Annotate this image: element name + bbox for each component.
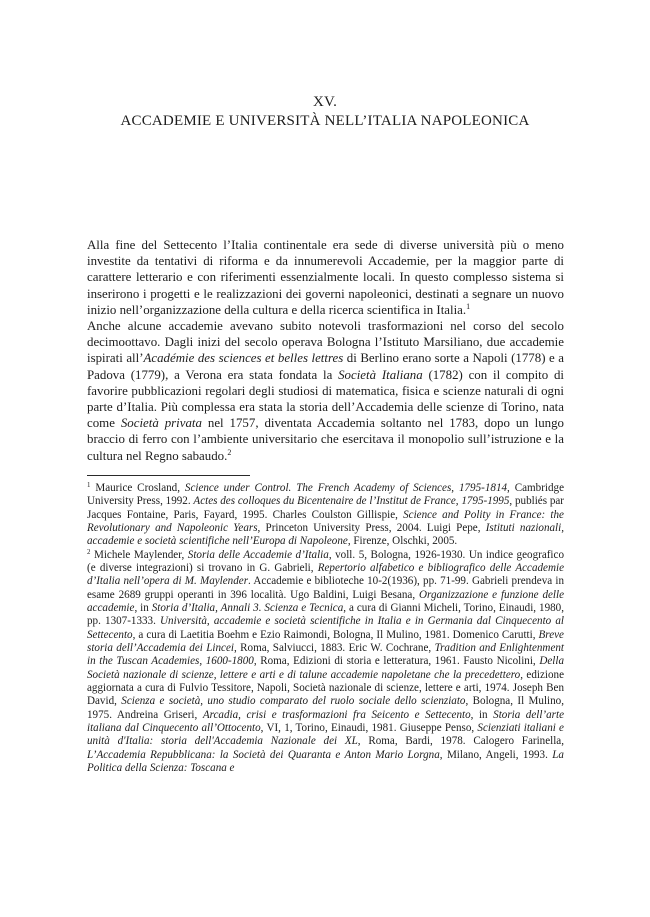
body-paragraph-2: Anche alcune accademie avevano subito notevoli trasformazioni nel corso del secolo decimoottavo. Dagli inizi del secolo operava Bologna l’Istituto Marsiliano, due accademie ispirati all’Académie des sciences et belles lettres di Berlino erano sorte a Napoli (1778) e a Padova (1779), a Verona era stata fondata la Società Italiana (1782) con il compito di favorire pubblicazioni regolari degli studiosi di matematica, fisica e scienze naturali di ogni parte d’Italia. Più complessa era stata la storia dell’Accademia delle scienze di Torino, nata come Società privata nel 1757, diventata Accademia soltanto nel 1783, dopo un lungo braccio di ferro con l’ambiente universitario che esercitava il monopolio sull’istruzione e la cultura nel Regno sabaudo.$^2$ [87,319,565,463]
footnote-1: $^1$ Maurice Crosland, Science under Control. The French Academy of Sciences, 1795-1814, Cambridge University Press, 1992. Actes des colloques du Bicentenaire de l’Institut de France, 1795-1995, publiés par Jacques Fontaine, Paris, Fayard, 1995. Charles Coulston Gillispie, Science and Polity in France: the Revolutionary and Napoleonic Years, Princeton University Press, 2004. Luigi Pepe, Istituti nazionali, accademie e società scientifiche nell’Europa di Napoleone, Firenze, Olschki, 2005. [87,481,565,548]
chapter-number: XV. [312,94,338,110]
page-content [87,237,564,775]
footnote-separator [87,475,250,476]
footnote-2: $^2$ Michele Maylender, Storia delle Accademie d’Italia, voll. 5, Bologna, 1926-1930. Un indice geografico (e diverse integrazioni) si trovano in G. Gabrieli, Repertorio alfabetico e bibliografico delle Accademie d’Italia nell’opera di M. Maylender. Accademie e biblioteche 10-2(1936), pp. 71-99. Gabrieli prendeva in esame 2689 gruppi operanti in 396 località. Ugo Baldini, Luigi Besana, Organizzazione e funzione delle accademie, in Storia d’Italia, Annali 3. Scienza e Tecnica, a cura di Gianni Micheli, Torino, Einaudi, 1980, pp. 1307-1333. Università, accademie e società scientifiche in Italia e in Germania dal Cinquecento al Settecento, a cura di Laetitia Boehm e Ezio Raimondi, Bologna, Il Mulino, 1981. Domenico Carutti, Breve storia dell’Accademia dei Lincei, Roma, Salviucci, 1883. Eric W. Cochrane, Tradition and Enlightenment in the Tuscan Academies, 1600-1800, Roma, Edizioni di storia e letteratura, 1961. Fausto Nicolini, Della Società nazionale di scienze, lettere e arti e di talune accademie napoletane che la precedettero, edizione aggiornata a cura di Fulvio Tessitore, Napoli, Società nazionale di scienze, lettere e arti, 1974. Joseph Ben David, Scienza e società, uno studio comparato del ruolo sociale dello scienziato, Bologna, Il Mulino, 1975. Andreina Griseri, Arcadia, crisi e trasformazioni fra Seicento e Settecento, in Storia dell’arte italiana dal Cinquecento all’Ottocento, VI, 1, Torino, Einaudi, 1981. Giuseppe Penso, Scienziati italiani e unità d'Italia: storia dell'Accademia Nazionale dei XL, Roma, Bardi, 1978. Calogero Farinella, L’Accademia Repubblicana: la Società dei Quaranta e Anton Mario Lorgna, Milano, Angeli, 1993. La Politica della Scienza: Toscana e [87,548,565,775]
body-paragraph-1: Alla fine del Settecento l’Italia continentale era sede di diverse università più o meno investite da tentativi di riforma e da innumerevoli Accademie, per la maggior parte di carattere letterario e con riferimenti essenzialmente locali. In questo complesso sistema si inserirono i progetti e le realizzazioni dei governi napoleonici, destinati a segnare un nuovo inizio nell’organizzazione della cultura e della ricerca scientifica in Italia.$^1$ [87,238,564,317]
chapter-title: ACCADEMIE E UNIVERSITÀ NELL’ITALIA NAPOLEONICA [120,112,530,129]
chapter-heading [0,93,650,130]
